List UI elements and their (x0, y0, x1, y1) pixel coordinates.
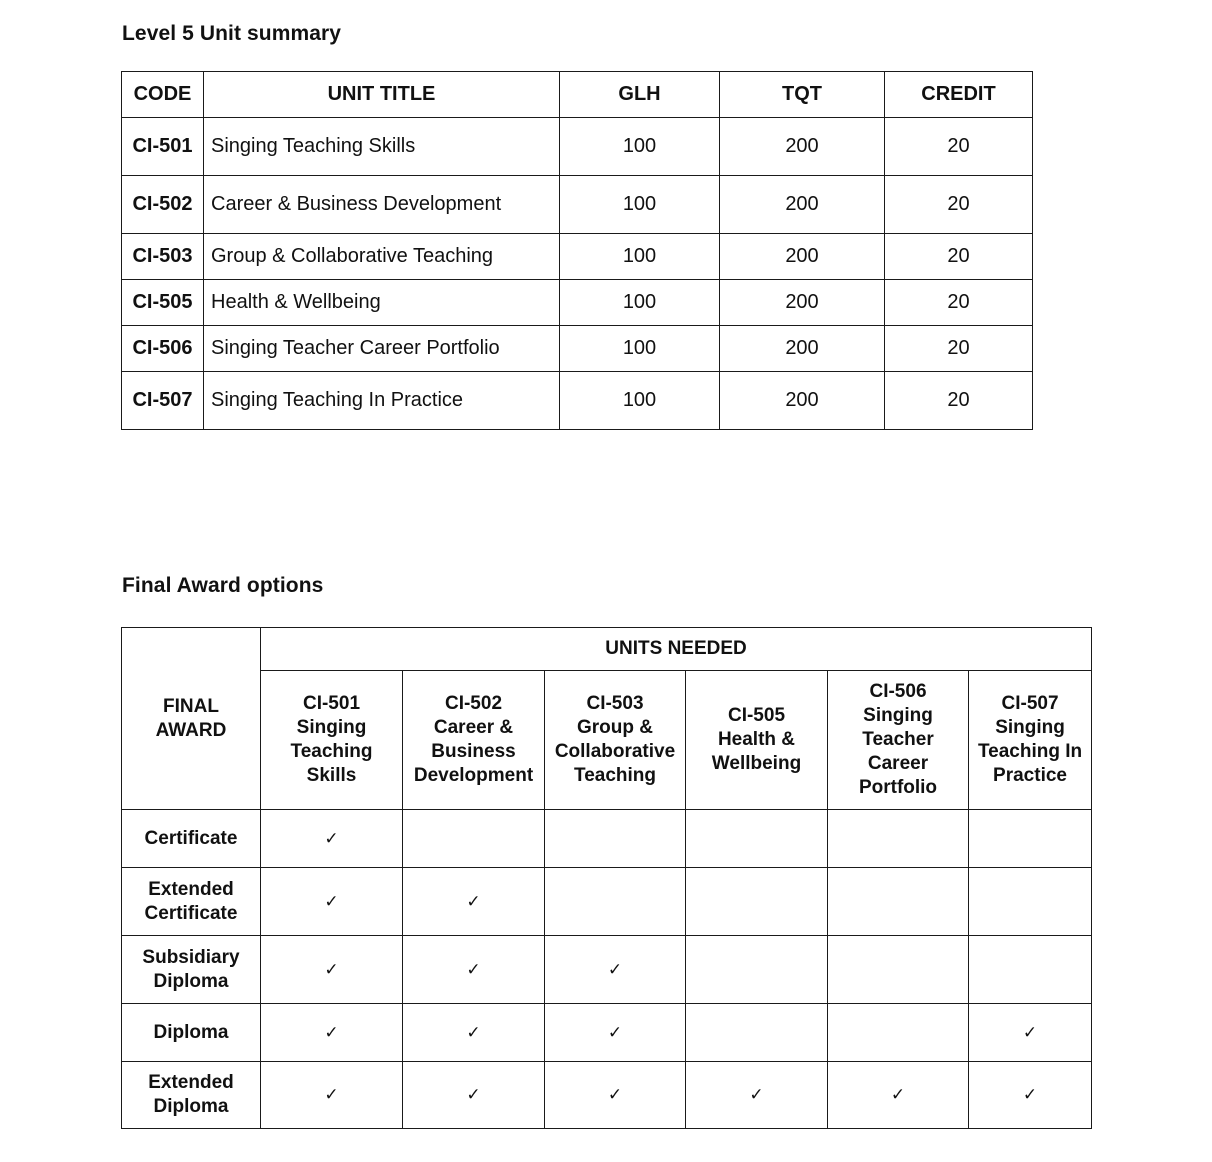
units-needed-row (122, 628, 1092, 671)
unit-summary-header-row (122, 72, 1033, 118)
checkmark-icon: ✓ (607, 959, 623, 980)
unit-column-header-line: Singing (995, 717, 1065, 738)
tqt-cell: 200 (720, 234, 885, 280)
unit-column-header-line: CI-503 (586, 693, 644, 714)
unit-column-header-line: Group & (577, 717, 653, 738)
table-row (122, 936, 1092, 1004)
checkmark-icon: ✓ (466, 891, 481, 912)
unit-requirement-cell (686, 1004, 828, 1062)
final-award-header (122, 628, 261, 810)
column-header-code: CODE (122, 72, 204, 118)
award-name-cell (122, 810, 261, 868)
unit-requirement-cell (403, 868, 545, 936)
unit-column-header (545, 671, 686, 810)
unit-requirement-cell (828, 936, 969, 1004)
unit-column-header-line: Teaching (290, 741, 373, 762)
unit-column-header (828, 671, 969, 810)
unit-requirement-cell (261, 1062, 403, 1129)
unit-code-cell: CI-506 (122, 326, 204, 372)
tqt-cell: 200 (720, 372, 885, 430)
unit-requirement-cell (545, 1004, 686, 1062)
unit-column-header-line: Business (431, 741, 516, 762)
checkmark-icon: ✓ (749, 1085, 764, 1105)
unit-requirement-cell (828, 868, 969, 936)
unit-requirement-cell (969, 1062, 1092, 1129)
unit-requirement-cell (403, 936, 545, 1004)
unit-requirement-cell (261, 868, 403, 936)
unit-column-header-line: Practice (993, 765, 1067, 786)
unit-column-header-line: Wellbeing (711, 753, 802, 774)
unit-column-header-line: Career (867, 753, 929, 774)
unit-requirement-cell (969, 810, 1092, 868)
glh-cell: 100 (560, 234, 720, 280)
award-name-line: Diploma (153, 1096, 229, 1117)
column-header-tqt: TQT (720, 72, 885, 118)
award-name-cell (122, 868, 261, 936)
unit-requirement-cell (828, 1062, 969, 1129)
glh-cell: 100 (560, 326, 720, 372)
final-award-header-line: AWARD (155, 719, 227, 741)
unit-code-cell: CI-505 (122, 280, 204, 326)
award-name-line: Diploma (153, 1021, 229, 1043)
unit-column-header (686, 671, 828, 810)
credit-cell: 20 (885, 326, 1033, 372)
unit-column-header-line: CI-506 (869, 681, 927, 702)
unit-code-cell: CI-507 (122, 372, 204, 430)
unit-column-header-line: Development (413, 765, 534, 786)
unit-requirement-cell (261, 810, 403, 868)
unit-title-cell: Singing Teacher Career Portfolio (204, 326, 560, 372)
checkmark-icon: ✓ (466, 1085, 481, 1105)
tqt-cell: 200 (720, 176, 885, 234)
table-row (122, 280, 1033, 326)
column-header-credit: CREDIT (885, 72, 1033, 118)
unit-column-header (261, 671, 403, 810)
credit-cell: 20 (885, 176, 1033, 234)
glh-cell: 100 (560, 118, 720, 176)
unit-requirement-cell (545, 1062, 686, 1129)
tqt-cell: 200 (720, 118, 885, 176)
unit-column-header-line: Health & (717, 729, 796, 750)
unit-column-header-line: Portfolio (858, 777, 938, 798)
unit-column-header-line: Singing (863, 705, 933, 726)
unit-title-cell: Singing Teaching In Practice (204, 372, 560, 430)
unit-column-header (969, 671, 1092, 810)
table-row (122, 1004, 1092, 1062)
unit-column-header-line: Collaborative (554, 741, 676, 762)
table-row (122, 810, 1092, 868)
unit-code-cell: CI-503 (122, 234, 204, 280)
unit-requirement-cell (261, 936, 403, 1004)
checkmark-icon: ✓ (324, 891, 339, 912)
unit-title-cell: Singing Teaching Skills (204, 118, 560, 176)
checkmark-icon: ✓ (607, 1022, 623, 1043)
tqt-cell: 200 (720, 326, 885, 372)
unit-column-header-line: Skills (306, 765, 357, 786)
unit-column-header-line: Singing (296, 717, 367, 738)
unit-requirement-cell (403, 1004, 545, 1062)
award-name-cell (122, 936, 261, 1004)
unit-requirement-cell (969, 936, 1092, 1004)
unit-requirement-cell (261, 1004, 403, 1062)
unit-column-header-line: CI-507 (1001, 693, 1059, 714)
unit-title-cell: Career & Business Development (204, 176, 560, 234)
table-row (122, 1062, 1092, 1129)
unit-requirement-cell (969, 868, 1092, 936)
checkmark-icon: ✓ (324, 1085, 339, 1105)
glh-cell: 100 (560, 280, 720, 326)
table-row (122, 326, 1033, 372)
award-name-line: Diploma (153, 970, 229, 992)
table-row (122, 118, 1033, 176)
unit-requirement-cell (686, 1062, 828, 1129)
final-award-header-line: FINAL (163, 695, 219, 717)
unit-requirement-cell (545, 810, 686, 868)
glh-cell: 100 (560, 176, 720, 234)
unit-requirement-cell (686, 868, 828, 936)
unit-title-cell: Health & Wellbeing (204, 280, 560, 326)
unit-column-header-line: Teacher (862, 729, 934, 750)
unit-column-header-line: CI-505 (727, 705, 786, 726)
unit-column-header-line: CI-502 (444, 693, 503, 714)
unit-requirement-cell (403, 1062, 545, 1129)
unit-requirement-cell (403, 810, 545, 868)
column-header-unit-title: UNIT TITLE (204, 72, 560, 118)
unit-title-cell: Group & Collaborative Teaching (204, 234, 560, 280)
unit-requirement-cell (828, 810, 969, 868)
unit-column-header-line: Teaching In (977, 741, 1083, 762)
checkmark-icon: ✓ (324, 1022, 339, 1043)
checkmark-icon: ✓ (324, 959, 339, 980)
unit-code-cell: CI-502 (122, 176, 204, 234)
unit-requirement-cell (686, 936, 828, 1004)
unit-column-header-line: CI-501 (302, 693, 361, 714)
unit-column-header-line: Career & (433, 717, 514, 738)
unit-requirement-cell (686, 810, 828, 868)
credit-cell: 20 (885, 118, 1033, 176)
unit-code-cell: CI-501 (122, 118, 204, 176)
checkmark-icon: ✓ (1022, 1022, 1038, 1043)
table-row (122, 372, 1033, 430)
unit-summary-table (121, 71, 1033, 430)
award-name-cell (122, 1004, 261, 1062)
final-award-heading: Final Award options (122, 574, 324, 597)
award-name-line: Certificate (144, 827, 238, 849)
unit-column-header-line: Teaching (574, 765, 656, 786)
final-award-table (121, 627, 1092, 1129)
checkmark-icon: ✓ (324, 828, 339, 849)
unit-requirement-cell (545, 868, 686, 936)
glh-cell: 100 (560, 372, 720, 430)
award-name-line: Extended (148, 1072, 234, 1093)
units-needed-header: UNITS NEEDED (261, 628, 1092, 671)
unit-header-row (122, 671, 1092, 810)
tqt-cell: 200 (720, 280, 885, 326)
unit-requirement-cell (828, 1004, 969, 1062)
unit-column-header (403, 671, 545, 810)
checkmark-icon: ✓ (890, 1085, 906, 1105)
award-name-line: Extended (148, 878, 234, 900)
award-name-line: Subsidiary (142, 946, 240, 968)
checkmark-icon: ✓ (466, 1022, 481, 1043)
table-row (122, 176, 1033, 234)
credit-cell: 20 (885, 372, 1033, 430)
checkmark-icon: ✓ (466, 959, 481, 980)
table-row (122, 234, 1033, 280)
credit-cell: 20 (885, 280, 1033, 326)
checkmark-icon: ✓ (607, 1085, 623, 1105)
column-header-glh: GLH (560, 72, 720, 118)
unit-requirement-cell (969, 1004, 1092, 1062)
table-row (122, 868, 1092, 936)
unit-summary-heading: Level 5 Unit summary (122, 22, 342, 45)
checkmark-icon: ✓ (1022, 1085, 1038, 1105)
award-name-cell (122, 1062, 261, 1129)
credit-cell: 20 (885, 234, 1033, 280)
award-name-line: Certificate (144, 902, 238, 924)
unit-requirement-cell (545, 936, 686, 1004)
